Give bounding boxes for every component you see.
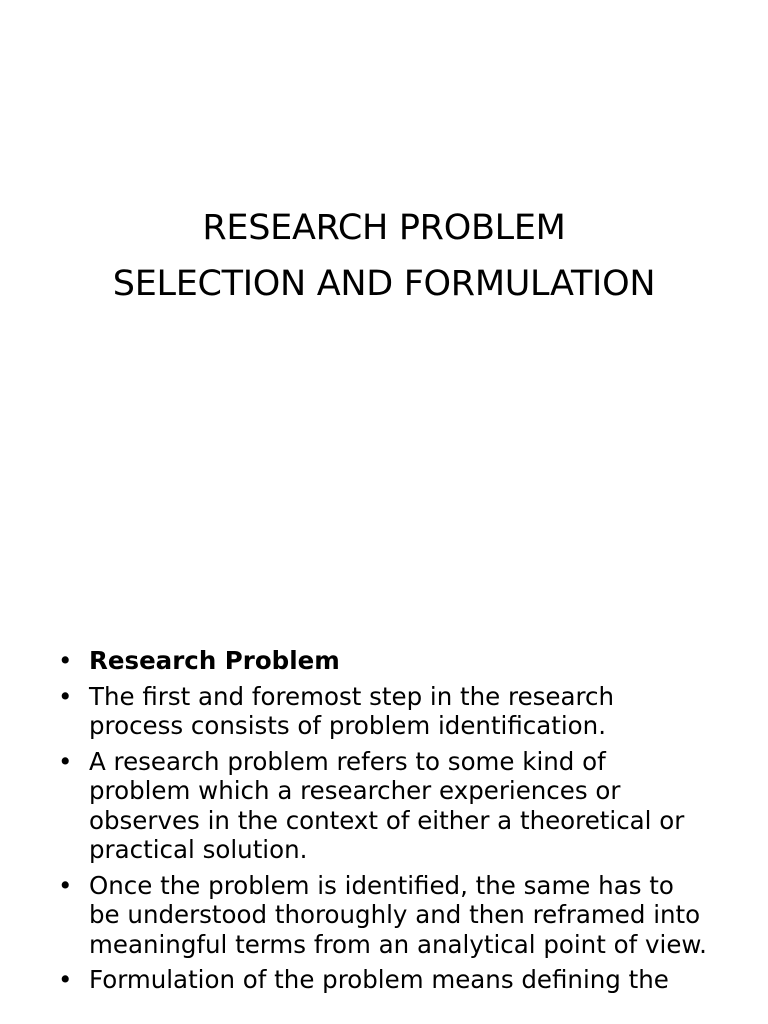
bullet-text: Research Problem [89,646,340,675]
bullet-item [58,747,708,865]
bullet-text: Formulation of the problem means defining the [89,965,669,994]
bullet-item [58,871,708,960]
bullet-item [58,965,708,995]
bullet-item-research-problem [58,646,708,676]
bullet-text: Once the problem is identified, the same has to be understood thoroughly and then reframed into meaningful terms from an analytical point of view. [89,870,707,959]
bullet-dot: • [58,746,73,776]
bullet-text: The first and foremost step in the research process consists of problem identification. [89,681,615,740]
slide-title-line-2: SELECTION AND FORMULATION [112,264,656,304]
bullet-list [58,646,708,1001]
slide-title [0,200,768,312]
bullet-dot: • [58,870,73,900]
slide-title-line-1: RESEARCH PROBLEM [202,208,566,248]
bullet-dot: • [58,965,73,994]
bullet-item [58,682,708,741]
bullet-text: A research problem refers to some kind of problem which a researcher experiences or observes in the context of either a theoretical or practical solution. [89,746,685,864]
bullet-dot: • [58,681,73,711]
bullet-dot: • [58,646,73,675]
